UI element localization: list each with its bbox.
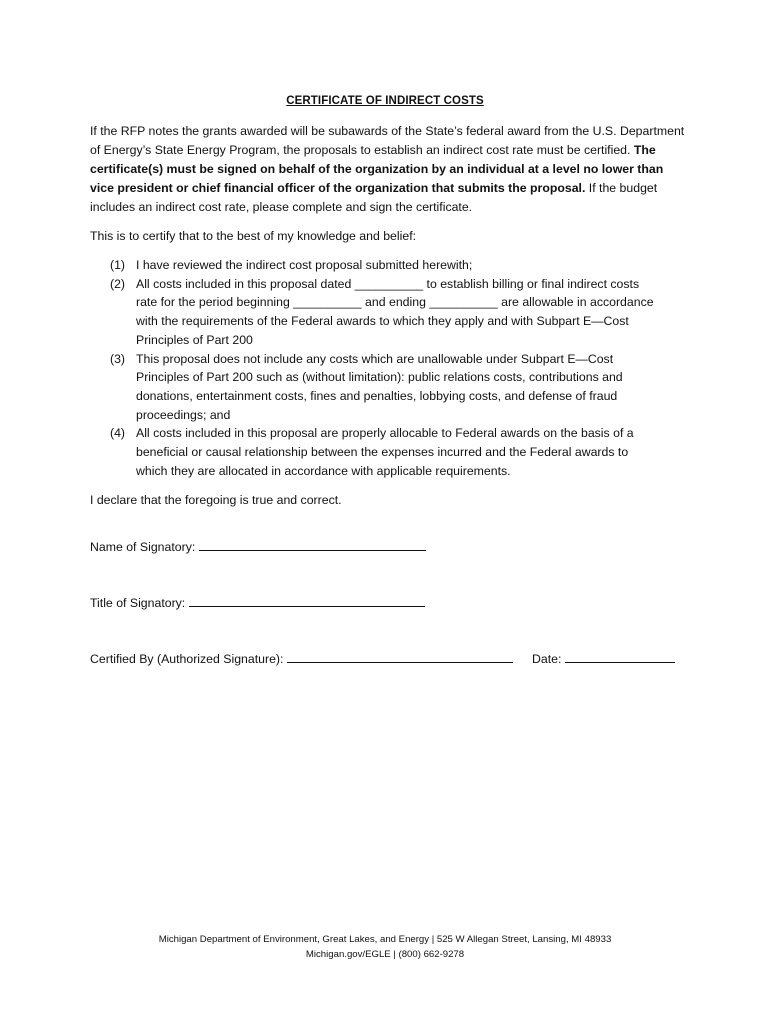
list-item — [110, 350, 655, 425]
certification-list — [110, 256, 655, 480]
footer-address: Michigan Department of Environment, Great Lakes, and Energy | 525 W Allegan Street, Lansing, MI 48933 — [158, 934, 612, 945]
signatory-name-label: Name of Signatory: — [90, 540, 199, 554]
intro-bold-text: The certificate(s) must be signed on behalf of the organization by an individual at a level no lower than vice president or chief financial officer of the organization that submits the proposal. — [90, 143, 664, 195]
document-title: CERTIFICATE OF INDIRECT COSTS — [286, 95, 484, 107]
list-item-number: (4) — [110, 426, 126, 441]
signatory-title-line[interactable] — [189, 594, 425, 607]
signatory-title-label: Title of Signatory: — [90, 596, 189, 610]
list-item-number: (3) — [110, 351, 126, 366]
authorized-signature-field — [90, 650, 513, 669]
page-footer — [0, 933, 770, 962]
footer-contact: Michigan.gov/EGLE | (800) 662-9278 — [305, 948, 465, 960]
intro-paragraph — [90, 122, 690, 217]
intro-text-1: If the RFP notes the grants awarded will be subawards of the State’s federal award from the U.S. Department of Energy’s State Energy Program, the proposals to establish an indirect cost rate must be certified. — [90, 124, 685, 157]
signatory-title-field — [90, 594, 425, 613]
signatory-name-field — [90, 538, 426, 557]
list-item-text: This proposal does not include any costs which are unallowable under Subpart E—Cost Principles of Part 200 such as (without limitation): public relations costs, contributions and donations, entertainment costs, fines and penalties, lobbying costs, and defense of fraud proceedings; and — [136, 351, 623, 422]
authorized-signature-line[interactable] — [287, 650, 513, 663]
declaration-statement: I declare that the foregoing is true and correct. — [90, 493, 342, 507]
intro-text-2: If the budget includes an indirect cost rate, please complete and sign the certificate. — [90, 181, 658, 214]
list-item — [110, 275, 655, 350]
list-item-number: (2) — [110, 276, 126, 291]
list-item-text: All costs included in this proposal are properly allocable to Federal awards on the basis of a beneficial or causal relationship between the expenses incurred and the Federal awards to which they are allocated in accordance with applicable requirements. — [136, 426, 634, 478]
list-item-text: All costs included in this proposal dated __________ to establish billing or final indirect costs rate for the period beginning __________ and ending __________ are allowable in accordance with the requirements of the Federal awards to which they apply and with Subpart E—Cost Principles of Part 200 — [136, 276, 654, 347]
list-item-number: (1) — [110, 258, 126, 272]
authorized-signature-label: Certified By (Authorized Signature): — [90, 652, 287, 666]
signatory-name-line[interactable] — [199, 538, 426, 551]
list-item-text: I have reviewed the indirect cost proposal submitted herewith; — [136, 258, 473, 272]
list-item — [110, 424, 655, 480]
date-label: Date: — [532, 652, 565, 666]
date-line[interactable] — [565, 650, 675, 663]
certify-statement: This is to certify that to the best of my knowledge and belief: — [90, 229, 417, 243]
date-field — [532, 650, 675, 669]
list-item — [110, 256, 655, 275]
